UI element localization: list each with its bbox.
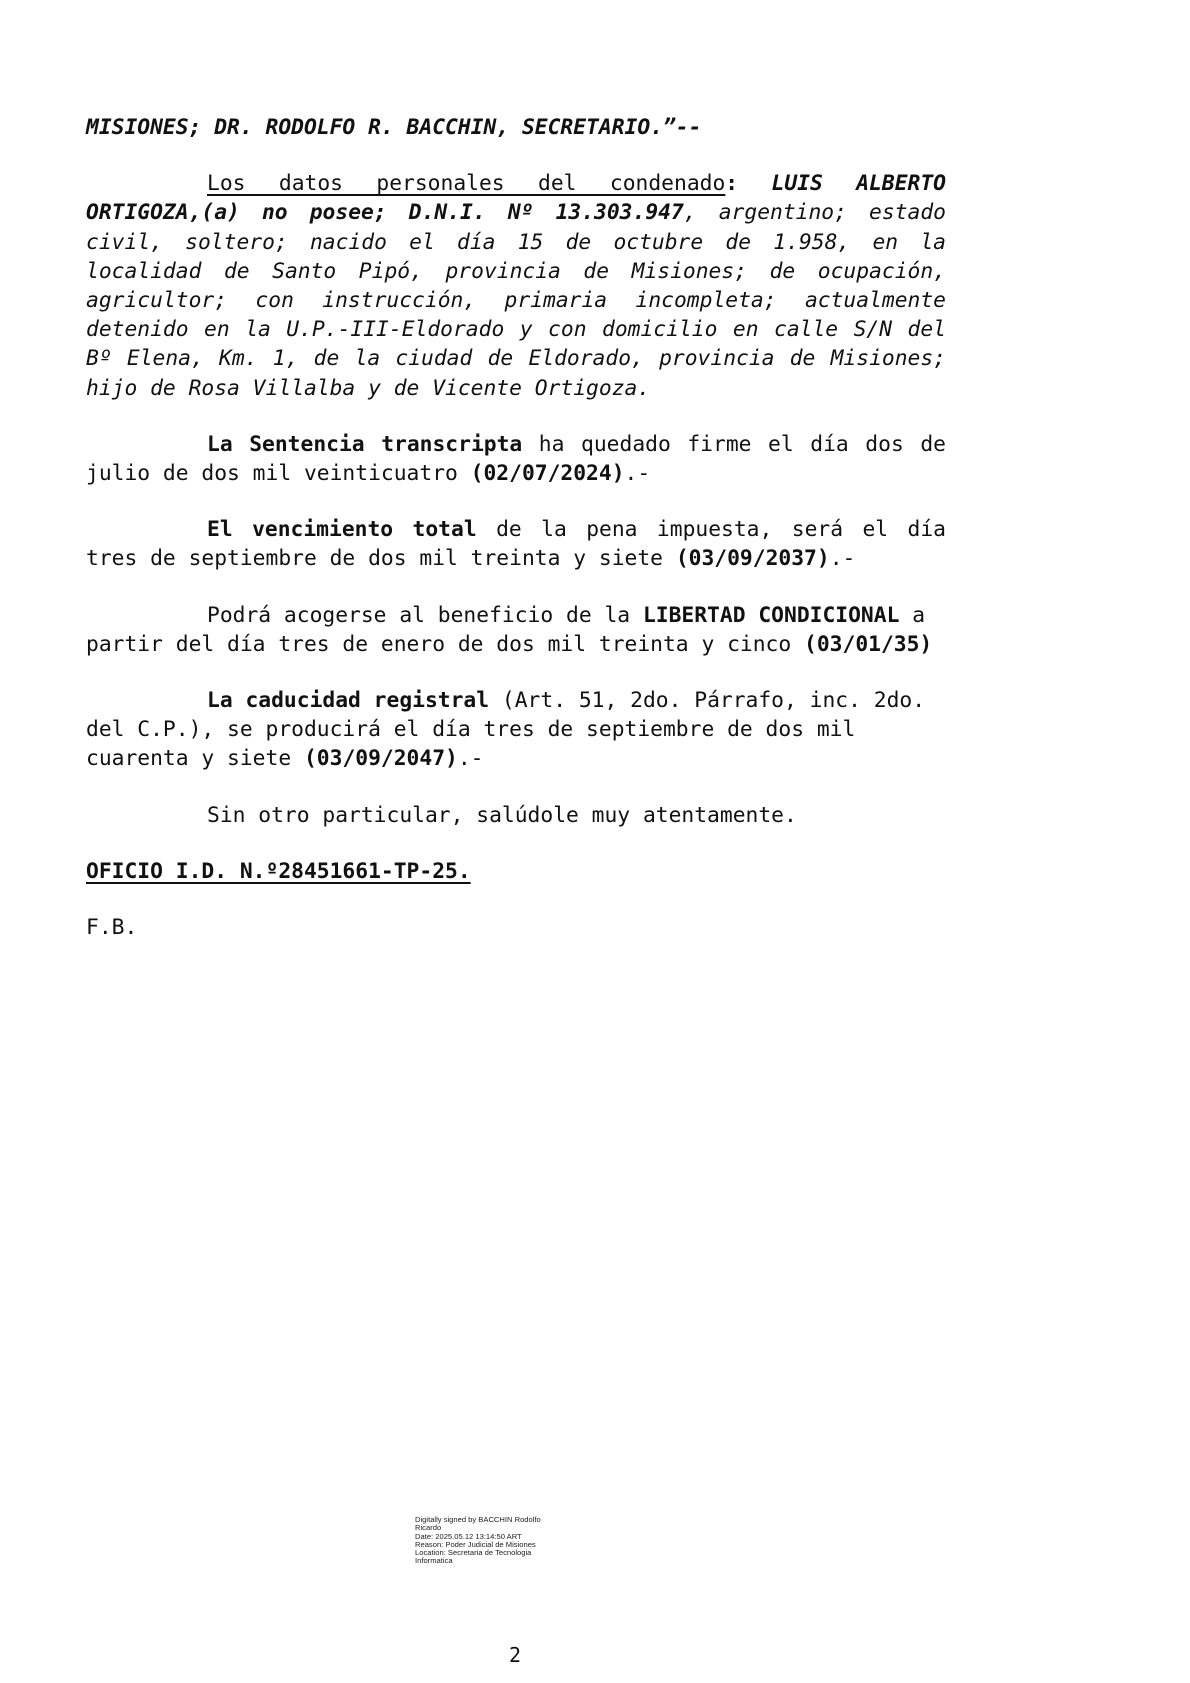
signature-line: Digitally signed by BACCHIN Rodolfo: [415, 1515, 541, 1524]
office-reference-paragraph: [86, 857, 946, 886]
sentence-expiry-text: de la pena impuesta, será el día tres de septiembre de dos mil treinta y siete: [86, 517, 947, 572]
parole-label: LIBERTAD CONDICIONAL: [642, 602, 900, 628]
sentence-final-date: (02/07/2024): [470, 461, 625, 487]
signature-line: Date: 2025.05.12 13:14:50 ART: [415, 1531, 522, 1541]
document-body: [86, 113, 946, 969]
registry-expiry-suffix: .-: [457, 746, 484, 772]
parole-date: (03/01/35): [804, 631, 933, 657]
convicted-name-id: LUIS ALBERTO ORTIGOZA,(a) no posee; D.N.I. Nº 13.303.947: [86, 171, 946, 226]
personal-data-heading: Los datos personales del condenado: [207, 171, 726, 197]
registry-expiry-date: (03/09/2047): [303, 746, 458, 772]
sentence-expiry-paragraph: [86, 515, 946, 573]
signature-line: Ricardo: [415, 1523, 442, 1533]
initials-paragraph: [86, 913, 946, 942]
registry-expiry-paragraph: [86, 686, 946, 774]
convicted-personal-data-paragraph: [86, 169, 946, 403]
signature-line: Informatica: [415, 1556, 453, 1566]
registry-expiry-text: (Art. 51, 2do. Párrafo, inc. 2do. del C.P.), se producirá el día tres de septiembre de dos mil cuarenta y siete: [86, 688, 926, 772]
parole-paragraph: [86, 601, 946, 659]
farewell-paragraph: [86, 801, 946, 830]
sentence-final-label: La Sentencia transcripta: [207, 431, 523, 457]
sentence-expiry-label: El vencimiento total: [207, 517, 477, 543]
sentence-final-suffix: .-: [624, 461, 651, 487]
registry-expiry-label: La caducidad registral: [207, 688, 490, 714]
office-reference: OFICIO I.D. N.º28451661-TP-25.: [86, 858, 471, 884]
closing-line-previous-page: [86, 113, 946, 142]
sentence-final-text: ha quedado firme el día dos de julio de dos mil veinticuatro: [86, 431, 946, 487]
page-number: 2: [508, 1643, 522, 1667]
signature-line: Location: Secretaria de Tecnologia: [415, 1548, 532, 1558]
initials: F.B.: [86, 915, 138, 941]
sentence-expiry-date: (03/09/2037): [675, 546, 830, 572]
parole-text: a partir del día tres de enero de dos mil treinta y cinco: [86, 602, 926, 657]
farewell-text: Sin otro particular, salúdole muy atentamente.: [207, 802, 797, 828]
personal-data-colon: :: [725, 171, 739, 197]
parole-text-start: Podrá acogerse al beneficio de la: [207, 602, 643, 628]
digital-signature-block: [415, 1516, 565, 1566]
sentence-final-paragraph: [86, 430, 946, 488]
sentence-expiry-suffix: .-: [829, 546, 856, 572]
signature-line: Reason: Poder Judicial de Misiones: [415, 1539, 536, 1549]
closing-line-text: MISIONES; DR. RODOLFO R. BACCHIN, SECRETARIO.”--: [86, 115, 702, 140]
convicted-details: , argentino; estado civil, soltero; nacido el día 15 de octubre de 1.958, en la localidad de Santo Pipó, provincia de Misiones; de ocupación, agricultor; con instrucción, primaria incompleta; actualmente detenido en la U.P.-III-Eldorado y con domicilio en calle S/N del Bº Elena, Km. 1, de la ciudad de Eldorado, provincia de Misiones; hijo de Rosa Villalba y de Vicente Ortigoza.: [86, 200, 946, 401]
